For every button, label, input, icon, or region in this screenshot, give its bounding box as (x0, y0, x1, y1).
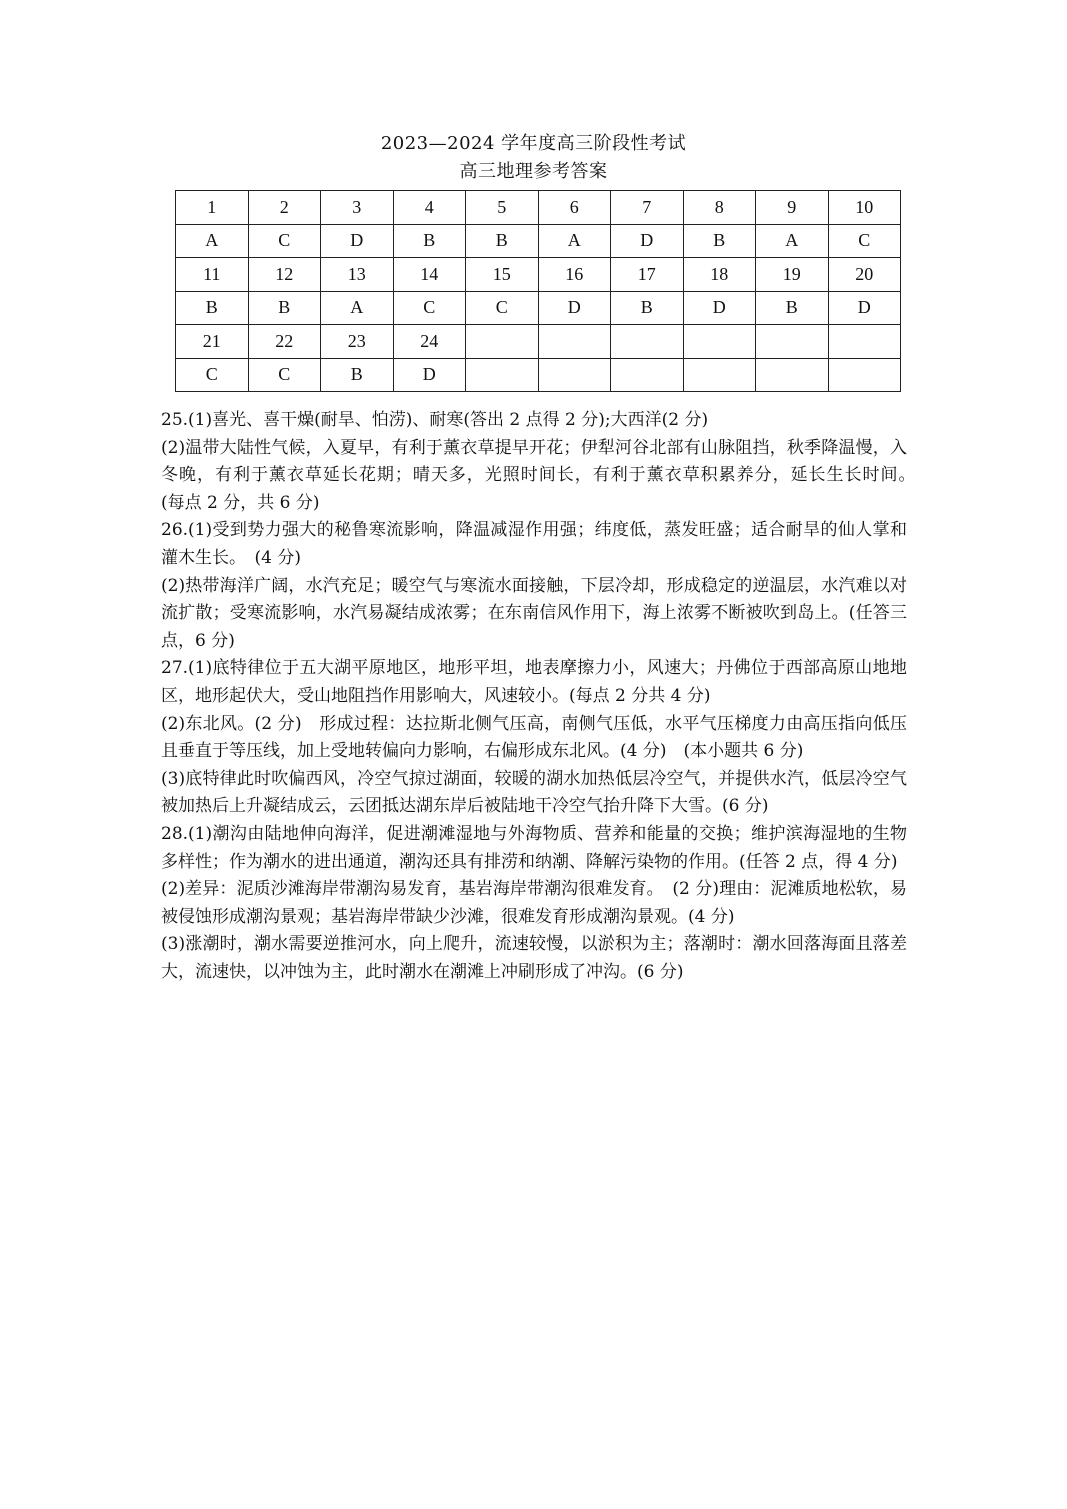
question-number-cell: 1 (176, 191, 249, 225)
answer-explanations (161, 407, 924, 986)
answer-28-2: (2)差异：泥质沙滩海岸带潮沟易发育，基岩海岸带潮沟很难发育。 (2 分)理由：泥滩质地松软，易被侵蚀形成潮沟景观；基岩海岸带缺少沙滩，很难发育形成潮沟景观。(4 分) (161, 879, 907, 927)
table-row (176, 291, 901, 325)
question-number-cell: 10 (828, 191, 901, 225)
answer-25-2: (2)温带大陆性气候，入夏早，有利于薰衣草提早开花；伊犁河谷北部有山脉阻挡，秋季降温慢，入冬晚，有利于薰衣草延长花期；晴天多，光照时间长，有利于薰衣草积累养分，延长生长时间。 (每点 2 分，共 6 分) (161, 437, 924, 513)
table-row (176, 358, 901, 392)
table-row (176, 258, 901, 292)
table-row (176, 191, 901, 225)
answer-28-3: (3)涨潮时，潮水需要逆推河水，向上爬升，流速较慢，以淤积为主；落潮时：潮水回落海面且落差大，流速快，以冲蚀为主，此时潮水在潮滩上冲刷形成了冲沟。(6 分) (161, 934, 907, 982)
question-number-cell: 18 (683, 258, 756, 292)
answer-26-2: (2)热带海洋广阔，水汽充足；暖空气与寒流水面接触，下层冷却，形成稳定的逆温层，水汽难以对流扩散；受寒流影响，水汽易凝结成浓雾；在东南信风作用下，海上浓雾不断被吹到岛上。(任答三点，6 分) (161, 575, 907, 651)
question-number-cell: 12 (248, 258, 321, 292)
answer-28-1: 28.(1)潮沟由陆地伸向海洋，促进潮滩湿地与外海物质、营养和能量的交换；维护滨海湿地的生物多样性；作为潮水的进出通道，潮沟还具有排涝和纳潮、降解污染物的作用。(任答 2 点，得 4 分) (161, 823, 907, 872)
answer-cell: C (176, 358, 249, 392)
exam-subtitle: 高三地理参考答案 (459, 161, 608, 182)
answer-cell: A (538, 224, 611, 258)
question-number-cell: 3 (321, 191, 394, 225)
empty-cell (611, 325, 684, 359)
question-number-cell: 7 (611, 191, 684, 225)
empty-cell (466, 358, 539, 392)
empty-cell (538, 325, 611, 359)
question-number-cell: 19 (756, 258, 829, 292)
answer-key-table (175, 190, 901, 392)
answer-27-1: 27.(1)底特律位于五大湖平原地区，地形平坦，地表摩擦力小，风速大；丹佛位于西部高原山地地区，地形起伏大，受山地阻挡作用影响大，风速较小。(每点 2 分共 4 分) (161, 658, 907, 706)
answer-cell: C (828, 224, 901, 258)
answer-cell: B (248, 291, 321, 325)
empty-cell (611, 358, 684, 392)
answer-cell: B (683, 224, 756, 258)
question-number-cell: 11 (176, 258, 249, 292)
question-number-cell: 14 (393, 258, 466, 292)
answer-cell: B (756, 291, 829, 325)
empty-cell (828, 325, 901, 359)
answer-cell: A (321, 291, 394, 325)
answer-cell: C (466, 291, 539, 325)
question-number-cell: 16 (538, 258, 611, 292)
empty-cell (683, 325, 756, 359)
answer-cell: A (176, 224, 249, 258)
answer-cell: C (248, 224, 321, 258)
question-number-cell: 2 (248, 191, 321, 225)
question-number-cell: 24 (393, 325, 466, 359)
answer-cell: D (611, 224, 684, 258)
question-number-cell: 15 (466, 258, 539, 292)
answer-cell: D (538, 291, 611, 325)
answer-cell: D (828, 291, 901, 325)
answer-cell: D (321, 224, 394, 258)
empty-cell (466, 325, 539, 359)
answer-cell: D (393, 358, 466, 392)
empty-cell (756, 325, 829, 359)
answer-cell: A (756, 224, 829, 258)
answer-27-2: (2)东北风。(2 分) 形成过程：达拉斯北侧气压高，南侧气压低，水平气压梯度力由高压指向低压且垂直于等压线，加上受地转偏向力影响，右偏形成东北风。(4 分) (本小题共 6 分) (161, 713, 907, 762)
empty-cell (683, 358, 756, 392)
answer-cell: B (611, 291, 684, 325)
answer-cell: C (393, 291, 466, 325)
question-number-cell: 4 (393, 191, 466, 225)
question-number-cell: 22 (248, 325, 321, 359)
question-number-cell: 9 (756, 191, 829, 225)
answer-cell: B (176, 291, 249, 325)
question-number-cell: 13 (321, 258, 394, 292)
empty-cell (538, 358, 611, 392)
answer-cell: B (321, 358, 394, 392)
exam-title: 2023—2024 学年度高三阶段性考试 (380, 133, 687, 154)
question-number-cell: 21 (176, 325, 249, 359)
answer-cell: B (393, 224, 466, 258)
question-number-cell: 20 (828, 258, 901, 292)
question-number-cell: 23 (321, 325, 394, 359)
question-number-cell: 5 (466, 191, 539, 225)
question-number-cell: 8 (683, 191, 756, 225)
table-row (176, 325, 901, 359)
question-number-cell: 6 (538, 191, 611, 225)
answer-cell: B (466, 224, 539, 258)
table-row (176, 224, 901, 258)
answer-25-1: 25.(1)喜光、喜干燥(耐旱、怕涝)、耐寒(答出 2 点得 2 分);大西洋(2 分) (161, 410, 709, 430)
answer-26-1: 26.(1)受到势力强大的秘鲁寒流影响，降温减湿作用强；纬度低，蒸发旺盛；适合耐旱的仙人掌和灌木生长。 (4 分) (161, 520, 907, 568)
answer-cell: C (248, 358, 321, 392)
question-number-cell: 17 (611, 258, 684, 292)
empty-cell (756, 358, 829, 392)
answer-27-3: (3)底特律此时吹偏西风，冷空气掠过湖面，较暖的湖水加热低层冷空气，并提供水汽，低层冷空气被加热后上升凝结成云，云团抵达湖东岸后被陆地干冷空气抬升降下大雪。(6 分) (161, 768, 907, 817)
empty-cell (828, 358, 901, 392)
answer-cell: D (683, 291, 756, 325)
